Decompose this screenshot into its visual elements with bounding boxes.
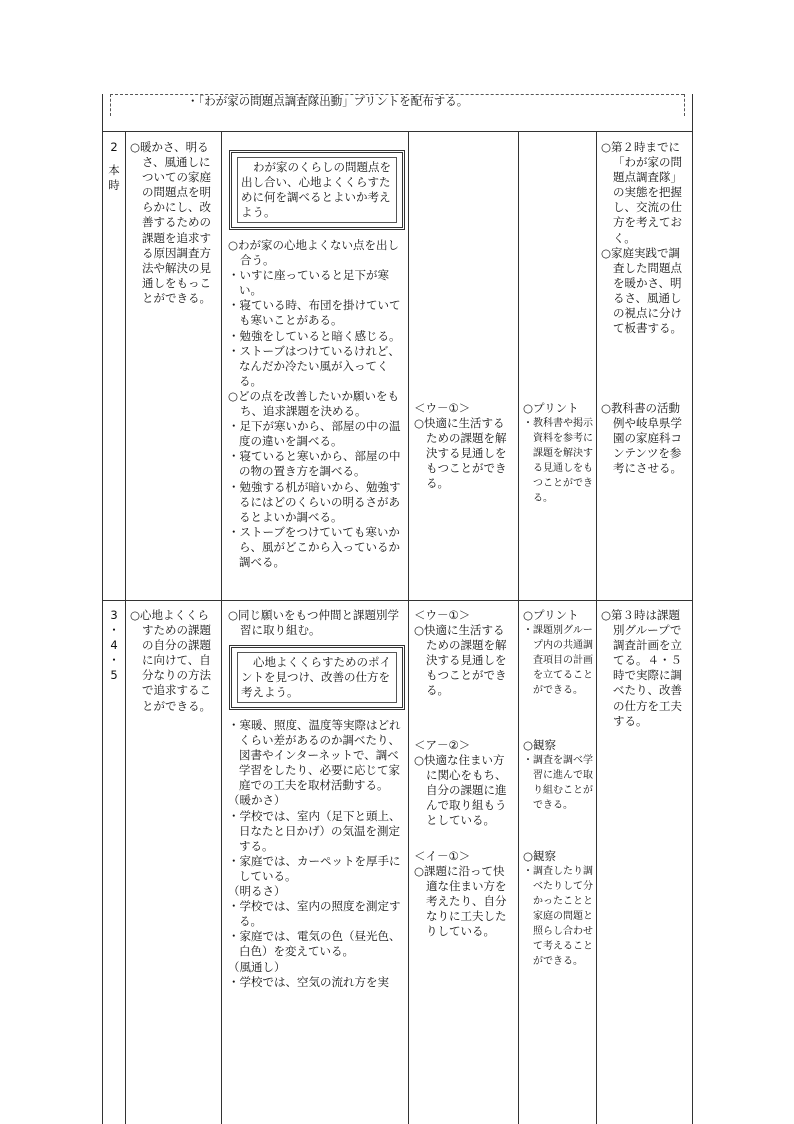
method-text: ・教科書や掲示資料を参考に課題を解決する見通しをもつことができる。 [523,418,593,505]
activity-category: （明るさ） [228,884,286,899]
support-item: ○家庭実践で調査した問題点を暖かさ、明るさ、風通しの視点に分けて板書する。 [601,245,682,336]
row2-topic-text: わが家のくらしの問題点を出し合い、心地よくくらすために何を調べるとよいか考えよう。 [237,157,397,223]
method-head: ○プリント [523,401,579,415]
row3-number [103,608,125,683]
method-text: ・調査を調べ学習に進んで取り組むことができる。 [523,755,593,812]
row3-evaluation-3 [414,849,514,940]
col-divider-4 [518,131,519,1124]
eval-criterion-code: ＜ウ－①＞ [414,608,471,622]
row-divider-2 [102,600,692,601]
activity-item: ・寝ている時、布団を掛けていても寒いことがある。 [228,298,401,328]
dashed-border-right [684,94,685,116]
activity-item: ・足下が寒いから、部屋の中の温度の違いを調べる。 [228,419,401,449]
row2-support-2 [601,401,689,476]
eval-criterion-text: ○快適に生活するための課題を解決する見通しをもつことができる。 [414,416,507,491]
row3-activities [228,718,406,990]
row3-number-char: 4 [110,638,118,653]
activity-item: ・家庭では、電気の色（昼光色、白色）を変えている。 [228,929,401,959]
activity-item: ・寒暖、照度、温度等実際はどれくらい差があるのか調べたり、図書やインターネットで、調べ学習をしたり、必要に応じて家庭での工夫を取材活動する。 [228,718,401,793]
row3-intro [228,608,406,638]
row2-activities [228,238,406,570]
row3-evaluation-2 [414,738,514,829]
col-divider-2 [221,131,222,1124]
row3-method [523,608,593,698]
row3-number-char: ・ [108,653,120,668]
activity-item: ○わが家の心地よくない点を出し合う。 [228,238,400,268]
activity-item: ・いすに座っていると足下が寒い。 [228,268,389,298]
eval-criterion-text: ○快適に生活するための課題を解決する見通しをもつことができる。 [414,623,507,698]
row2-support [601,140,689,336]
eval-criterion-text: ○快適な住まい方に関心をもち、自分の課題に進んで取り組もうとしている。 [414,753,507,828]
activity-category: （暖かさ） [228,793,286,808]
eval-criterion-code: ＜ウ－①＞ [414,401,471,415]
eval-criterion-code: ＜ア－②＞ [414,738,471,752]
row3-goal [130,608,218,714]
method-head: ○プリント [523,608,579,622]
row3-number-char: 3 [110,608,118,622]
method-text: ・課題別グループ内の共通調査項目の計画を立てることができる。 [523,625,593,697]
method-head: ○観察 [523,738,557,752]
eval-criterion-text: ○課題に沿って快適な住まい方を考えたり、自分なりに工夫したりしている。 [414,864,507,939]
row2-evaluation [414,401,514,492]
row2-method [523,401,593,506]
row3-support [601,608,689,729]
row-divider-1 [102,131,692,132]
activity-item: ・学校では、空気の流れ方を実 [228,974,389,989]
method-head: ○観察 [523,849,557,863]
activity-item: ○同じ願いをもつ仲間と課題別学習に取り組む。 [228,608,400,638]
eval-criterion-code: ＜イ－①＞ [414,849,471,863]
row3-number-char: ・ [108,623,120,638]
method-text: ・調査したり調べたりして分かったことと家庭の問題と照らし合わせて考えることができる。 [523,866,593,968]
activity-item: ・学校では、室内の照度を測定する。 [228,899,401,929]
row2-number-char: 時 [108,178,120,193]
row2-number [103,140,125,193]
table-border-right [692,94,693,1124]
activity-item: ・勉強をしていると暗く感じる。 [228,328,401,343]
support-item: ○教科書の活動例や岐阜県学園の家庭科コンテンツを参考にさせる。 [601,401,682,476]
col-divider-5 [596,131,597,1124]
col-divider-3 [408,131,409,1124]
support-item: ○第３時は課題別グループで調査計画を立てる。４・５時で実際に調べたり、改善の仕方を工夫する。 [601,608,682,728]
activity-item: ・ストーブをつけていても寒いから、風がどこから入っているか調べる。 [228,524,400,569]
row3-topic-text: 心地よくくらすためのポイントを見つけ、改善の仕方を考えよう。 [237,652,397,703]
row3-evaluation [414,608,514,699]
row3-method-2 [523,738,593,813]
row3-topic-box [229,645,405,710]
row2-goal-text: ○暖かさ、明るさ、風通しについての家庭の問題点を明らかにし、改善するための課題を追求する原因調査方法や解決の見通しをもっことができる。 [130,140,211,305]
row2-topic-box [229,150,405,230]
activity-category: （風通し） [228,959,286,974]
activity-item: ・寝ていると寒いから、部屋の中の物の置き方を調べる。 [228,449,401,479]
row3-goal-text: ○心地よくくらすための課題の自分の課題に向けて、自分なりの方法で追求することができる。 [130,608,211,713]
row2-number-digit: 2 [110,140,118,154]
activity-item: ・学校では、室内（足下と頭上、日なたと日かげ）の気温を測定する。 [228,808,401,853]
activity-item: ・家庭では、カーペットを厚手にしている。 [228,853,401,883]
activity-item: ・ストーブはつけているけれど、なんだか冷たい風が入ってくる。 [228,343,400,388]
activity-item: ・勉強する机が暗いから、勉強するにはどのくらいの明るさがあるとよいか調べる。 [228,479,401,524]
row2-number-char: 本 [108,163,120,178]
activity-item: ○どの点を改善したいか願いをもち、追求課題を決める。 [228,388,400,419]
row3-number-char: 5 [110,668,118,683]
support-item: ○第２時までに「わが家の問題点調査隊」の実態を把握し、交流の仕方を考えておく。 [601,140,682,245]
row3-method-3 [523,849,593,969]
top-note: ・「わが家の問題点調査隊出動」プリントを配布する。 [187,94,469,108]
dashed-border-left [110,94,111,116]
row2-goal [130,140,218,306]
col-divider-1 [125,131,126,1124]
